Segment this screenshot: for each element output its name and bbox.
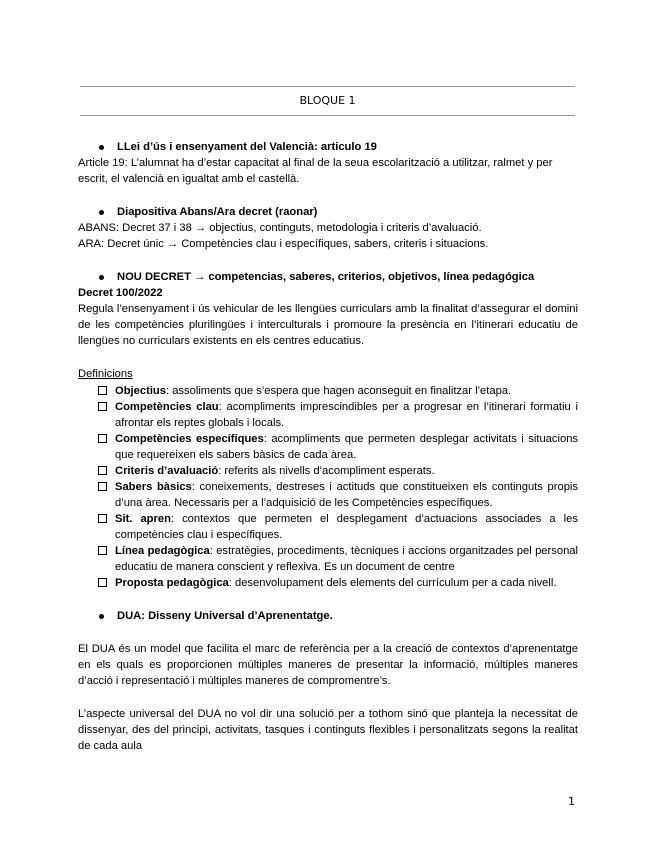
definition-item: Proposta pedagògica: desenvolupament dels elements del currículum per a cada nivell. xyxy=(78,575,578,591)
definition-item: Línea pedagògica: estratègies, procediments, tècniques i accions organitzades pel personal educatiu de manera conscient y reflexiva. Es un document de centre xyxy=(78,543,578,575)
definitions-title: Definicions xyxy=(78,368,133,380)
decret-subheading: Decret 100/2022 xyxy=(78,287,163,299)
definition-item: Sabers bàsics: coneixements, destreses i actituds que constitueixen els continguts propis d’una àrea. Necessaris per a l’adquisició de les Competències específiques. xyxy=(78,479,578,511)
definition-item: Competències clau: acompliments imprescindibles per a progresar en l’itinerari formatiu i afrontar els reptes globals i locals. xyxy=(78,399,578,431)
decret-paragraph: Regula l’ensenyament i ús vehicular de les llengües curriculars amb la finalitat d’assegurar el domini de les competències plurilingües i interculturals i promoure la presència en l’itinerari educatiu de llengües no curriculars existents en els centres educatius. xyxy=(78,303,578,347)
checkbox-icon xyxy=(98,482,107,491)
section-heading-dua: DUA: Disseny Universal d’Aprenentatge. xyxy=(78,608,578,624)
definition-item: Criteris d’avaluació: referits als nivells d’acompliment esperats. xyxy=(78,463,578,479)
bullet-icon xyxy=(99,210,104,215)
bullet-icon xyxy=(99,275,104,280)
dua-paragraph-2: L’aspecte universal del DUA no vol dir una solució per a tothom sinó que planteja la necessitat de dissenyar, des del principi, activitats, tasques i continguts flexibles i personalitzats segons la realitat de cada aula xyxy=(78,708,578,752)
checkbox-icon xyxy=(98,434,107,443)
article19-line-1: Article 19: L’alumnat ha d’estar capacitat al final de la seua escolarització a utilitzar, ralmet y per xyxy=(78,157,553,169)
checkbox-icon xyxy=(98,466,107,475)
checkbox-icon xyxy=(98,578,107,587)
definitions-list xyxy=(78,383,578,591)
definition-item: Competències específiques: acompliments que permeten desplegar activitats i situacions que requereixen els sabers bàsics de cada àrea. xyxy=(78,431,578,463)
section-heading-nou-decret: NOU DECRET → competencias, saberes, criterios, objetivos, línea pedagógica xyxy=(78,269,578,285)
dua-paragraph-1: El DUA és un model que facilita el marc de referència per a la creació de contextos d’aprenentatge en els quals es proporcionen múltiples maneres de presentar la informació, múltiples maneres d’acció i representació i múltiples maneres de compromentre’s. xyxy=(78,643,578,687)
article19-line-2: escrit, el valencià en igualtat amb el castellà. xyxy=(78,173,300,185)
checkbox-icon xyxy=(98,514,107,523)
section-heading-diapositiva: Diapositiva Abans/Ara decret (raonar) xyxy=(78,204,578,220)
abans-line: ABANS: Decret 37 i 38 → objectius, continguts, metodologia i criteris d’avaluació. xyxy=(78,222,482,234)
page-title: BLOQUE 1 xyxy=(299,94,356,107)
header-top-rule xyxy=(80,86,575,87)
header-bottom-rule xyxy=(80,115,575,116)
checkbox-icon xyxy=(98,546,107,555)
page-number: 1 xyxy=(568,795,575,808)
checkbox-icon xyxy=(98,386,107,395)
ara-line: ARA: Decret únic → Competències clau i específiques, sabers, criteris i situacions. xyxy=(78,238,489,250)
document-body xyxy=(78,139,578,754)
definition-item: Sit. apren: contextos que permeten el desplegament d’actuacions associades a les competències clau i específiques. xyxy=(78,511,578,543)
section-heading-article19: LLei d’ús i ensenyament del Valencià: articulo 19 xyxy=(78,139,578,155)
bullet-icon xyxy=(99,145,104,150)
definition-item: Objectius: assoliments que s’espera que hagen aconseguit en finalitzar l’etapa. xyxy=(78,383,578,399)
bullet-icon xyxy=(99,614,104,619)
checkbox-icon xyxy=(98,402,107,411)
